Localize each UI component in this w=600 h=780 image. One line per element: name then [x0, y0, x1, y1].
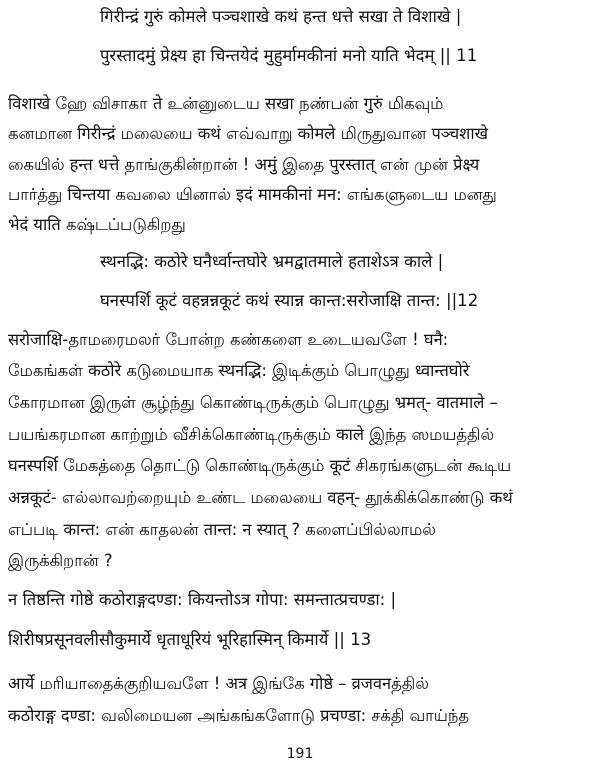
verse-13-line-2: शिरीषप्रसूनवलीसौकुमार्ये धृताधूरियं भूरिहास्मिन् किमार्ये || 13 — [8, 630, 372, 649]
commentary-line: கையில் हन्त धत्ते தாங்குகின்றான் ! अमुं இதை पुरस्तात् என் முன் प्रेक्ष्य — [8, 155, 480, 174]
commentary-line: सरोजाक्षि-தாமரைமலர் போன்ற கண்களை உடையவளே ! घनै: — [8, 330, 449, 349]
commentary-line: எப்படி कान्त: என் காதலன் तान्त: न स्यात् ? களைப்பில்லாமல் — [8, 520, 436, 539]
verse-11-line-2: पुरस्तादमुं प्रेक्ष्य हा चिन्तयेदं मुहुर्मामकीनां मनो याति भेदम् || 11 — [100, 46, 478, 65]
commentary-line: இருக்கிறான் ? — [8, 551, 113, 570]
commentary-line: अन्नकूटं- எல்லாவற்றையும் உண்ட மலையை वहन्- தூக்கிக்கொண்டு कथं — [8, 488, 513, 507]
commentary-line: பார்த்து चिन्तया கவலை யினால் इदं मामकीनां मन: எங்களுடைய மனது — [8, 185, 497, 204]
commentary-line: विशाखे ஹே விசாகா ते உன்னுடைய सखा நண்பன் गुरुं மிகவும் — [8, 94, 444, 113]
page-number: 191 — [286, 746, 314, 762]
commentary-line: கோரமான இருள் சூழ்ந்து கொண்டிருக்கும் பொழுது भ्रमत्- वातमाले – — [8, 393, 498, 412]
verse-11-line-1: गिरीन्द्रं गुरुं कोमले पञ्चशाखे कथं हन्त धत्ते सखा ते विशाखे | — [100, 7, 462, 26]
commentary-line: आर्ये மரியாதைக்குறியவளே ! अत्र இங்கே गोष्ठे – व्रजवनத்தில் — [8, 674, 429, 693]
verse-13-line-1: न तिष्ठन्ति गोष्ठे कठोराङ्गदण्डा: कियन्तोऽत्र गोपा: समन्तात्प्रचण्डा: | — [8, 590, 397, 609]
commentary-line: घनस्पर्शि மேகத்தை தொட்டு கொண்டிருக்கும் कूटं சிகரங்களுடன் கூடிய — [8, 456, 512, 475]
verse-12-line-2: घनस्पर्शि कूटं वहन्नन्नकूटं कथं स्यान्न कान्त:सरोजाक्षि तान्त: ||12 — [100, 291, 479, 310]
commentary-line: कठोराङ्ग दण्डा: வலிமையன அங்கங்களோடு प्रचण्डा: சக்தி வாய்ந்த — [8, 706, 470, 725]
commentary-line: भेदं याति கஷ்டப்படுகிறது — [8, 215, 186, 234]
commentary-line: மேகங்கள் कठोरे கடுமையாக स्थनद्भि: இடிக்கும் பொழுது ध्वान्तघोरे — [8, 361, 470, 380]
commentary-line: பயங்கரமான காற்றும் வீசிக்கொண்டிருக்கும் काले இந்த ஸமயத்தில் — [8, 425, 495, 444]
commentary-line: கனமான गिरीन्द्रं மலையை कथं எவ்வாறு कोमले மிருதுவான पञ्चशाखे — [8, 124, 488, 143]
verse-12-line-1: स्थनद्भि: कठोरे घनैर्ध्वान्तघोरे भ्रमद्वातमाले हताशेऽत्र काले | — [100, 252, 444, 271]
